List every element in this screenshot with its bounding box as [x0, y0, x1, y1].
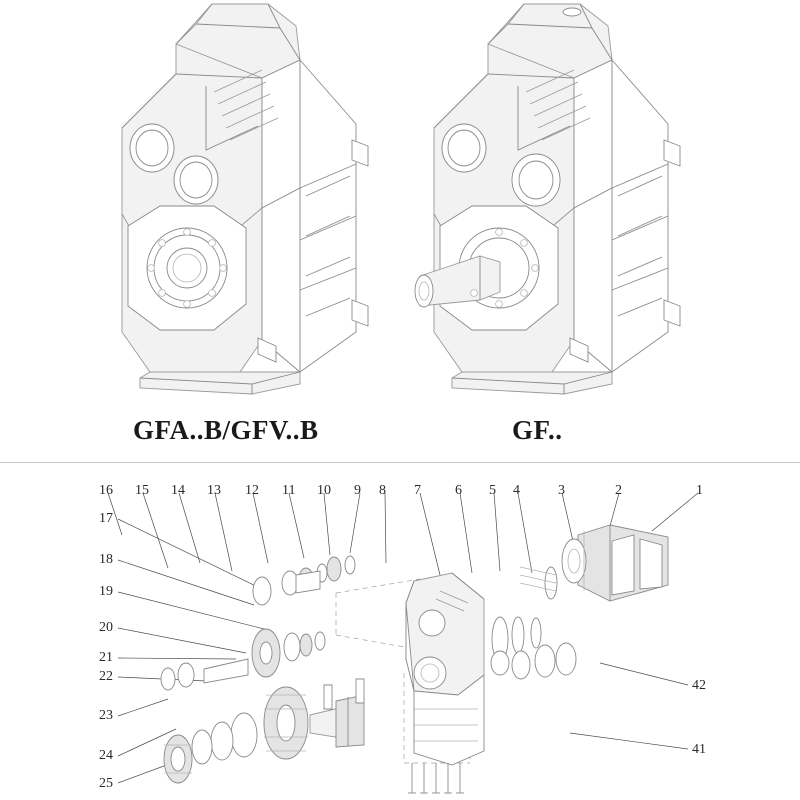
motor-adapter — [562, 525, 668, 601]
caption-gfab-gfvb: GFA..B/GFV..B — [133, 415, 319, 445]
seal-rings-right — [491, 567, 576, 679]
callout-42: 42 — [692, 678, 706, 693]
bolt-group — [408, 763, 464, 793]
callout-8: 8 — [379, 483, 386, 498]
housing-body — [406, 573, 484, 765]
callout-24: 24 — [99, 748, 113, 763]
callout-41: 41 — [692, 742, 706, 757]
left-gearbox-drawing — [122, 4, 368, 394]
callout-23: 23 — [99, 708, 113, 723]
callout-16: 16 — [99, 483, 113, 498]
callout-15: 15 — [135, 483, 149, 498]
callout-21: 21 — [99, 650, 113, 665]
callout-3: 3 — [558, 483, 565, 498]
callout-5: 5 — [489, 483, 496, 498]
callout-2: 2 — [615, 483, 622, 498]
callout-17: 17 — [99, 511, 113, 526]
callout-13: 13 — [207, 483, 221, 498]
exploded-parts-diagram — [0, 463, 800, 800]
callout-14: 14 — [171, 483, 185, 498]
callout-12: 12 — [245, 483, 259, 498]
callout-22: 22 — [99, 669, 113, 684]
exploded-view-svg — [0, 463, 800, 800]
gear-and-shaft-lower — [164, 679, 364, 783]
callout-1: 1 — [696, 483, 703, 498]
callout-25: 25 — [99, 776, 113, 791]
callout-9: 9 — [354, 483, 361, 498]
caption-gf: GF.. — [512, 415, 563, 445]
callout-19: 19 — [99, 584, 113, 599]
callout-7: 7 — [414, 483, 421, 498]
callout-4: 4 — [513, 483, 520, 498]
callout-6: 6 — [455, 483, 462, 498]
callout-10: 10 — [317, 483, 331, 498]
right-gearbox-drawing — [415, 4, 680, 394]
small-parts-upper — [253, 556, 355, 605]
callout-20: 20 — [99, 620, 113, 635]
callout-18: 18 — [99, 552, 113, 567]
callout-11: 11 — [282, 483, 296, 498]
gear-and-rings-mid — [161, 629, 325, 690]
